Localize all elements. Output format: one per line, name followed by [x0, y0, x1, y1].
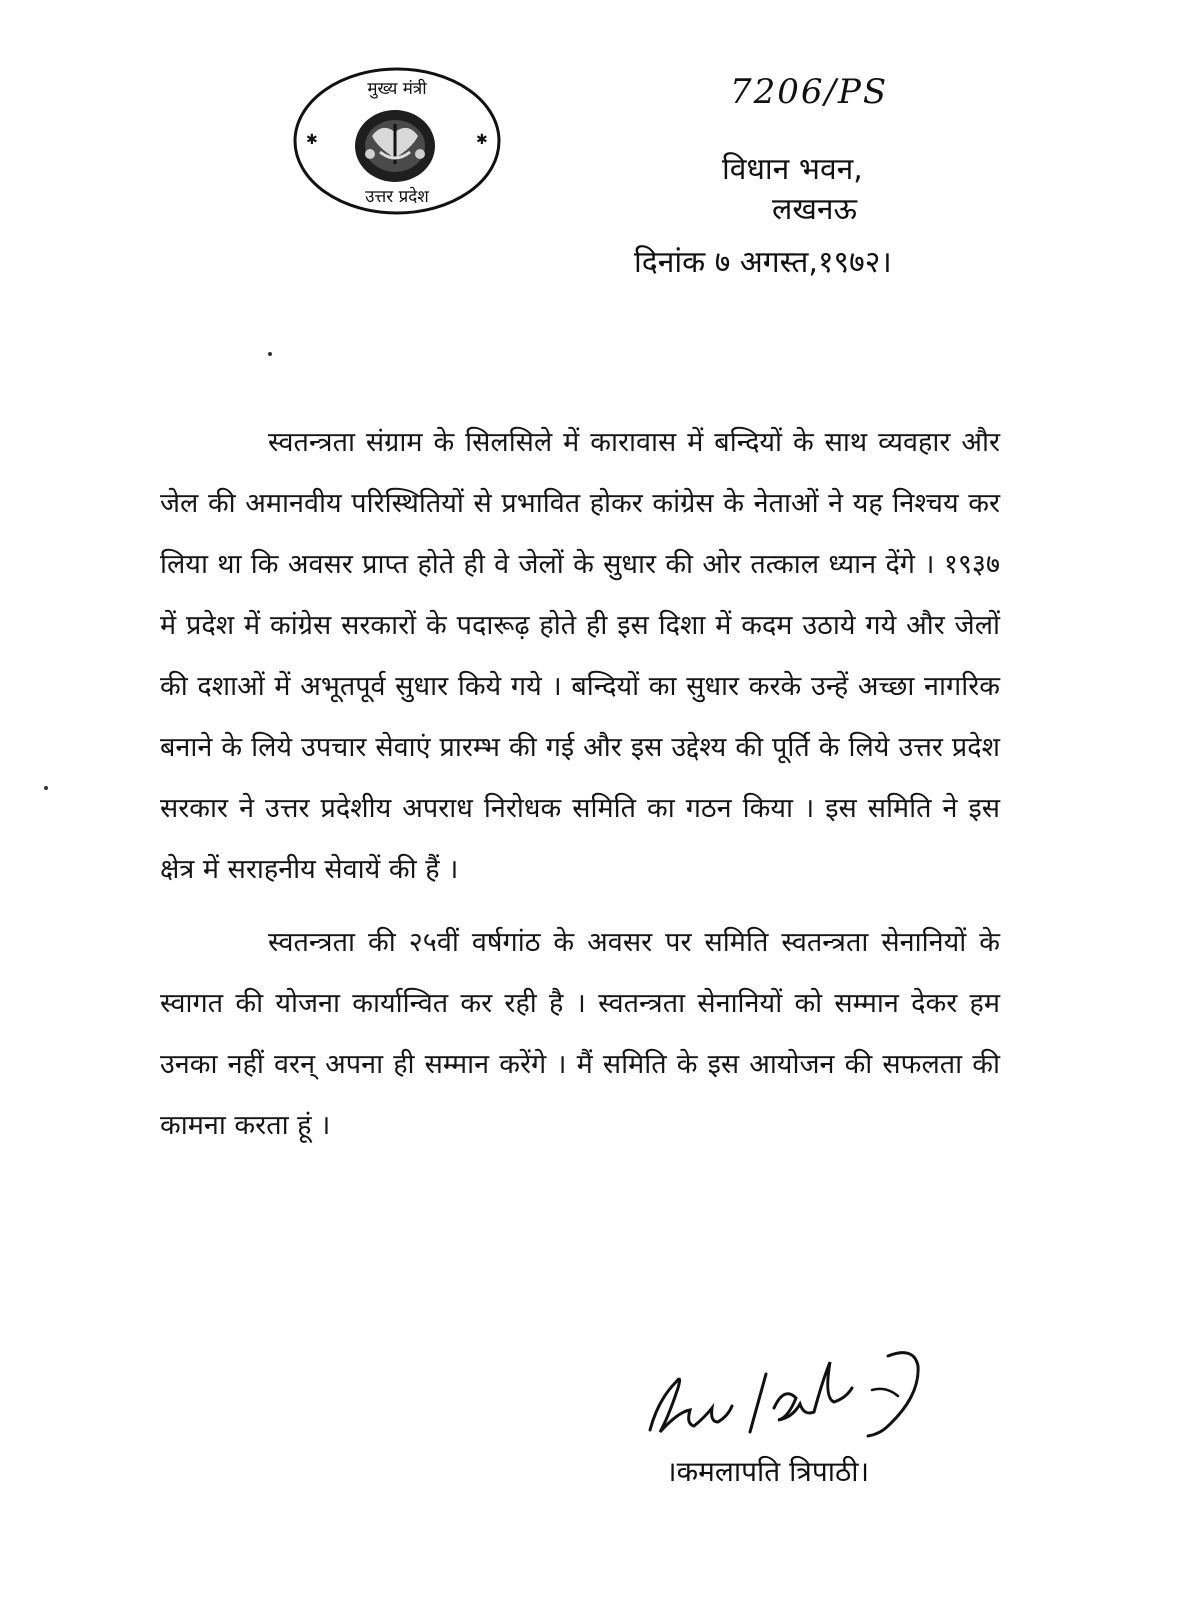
svg-text:✱: ✱ — [476, 132, 488, 148]
seal-top-text: मुख्य मंत्री — [367, 79, 427, 99]
sender-address — [722, 150, 942, 230]
seal-emblem-icon — [292, 66, 502, 216]
letter-date: दिनांक ७ अगस्त,१९७२। — [634, 245, 892, 280]
handwritten-signature — [636, 1338, 956, 1448]
scan-speck — [268, 352, 272, 356]
svg-text:✱: ✱ — [306, 132, 318, 148]
address-line-2: लखनऊ — [772, 192, 858, 227]
body-paragraph-1: स्वतन्त्रता संग्राम के सिलसिले में कारावास में बन्दियों के साथ व्यवहार और जेल की अमानवीय परिस्थितियों से प्रभावित होकर कांग्रेस के नेताओं ने यह निश्चय कर लिया था कि अवसर प्राप्त होते ही वे जेलों के सुधार की ओर तत्काल ध्यान देंगे । १९३७ में प्रदेश में कांग्रेस सरकारों के पदारूढ़ होते ही इस दिशा में कदम उठाये गये और जेलों की दशाओं में अभूतपूर्व सुधार किये गये । बन्दियों का सुधार करके उन्हें अच्छा नागरिक बनाने के लिये उपचार सेवाएं प्रारम्भ की गई और इस उद्देश्य की पूर्ति के लिये उत्तर प्रदेश सरकार ने उत्तर प्रदेशीय अपराध निरोधक समिति का गठन किया । इस समिति ने इस क्षेत्र में सराहनीय सेवायें की हैं । — [160, 427, 1000, 885]
seal-bottom-text: उत्तर प्रदेश — [365, 187, 429, 207]
signature-scribble-icon — [636, 1338, 956, 1448]
address-line-1: विधान भवन, — [722, 152, 863, 187]
reference-number: 7206/PS — [730, 72, 889, 112]
letter-body — [160, 412, 1000, 1156]
signatory-name: ।कमलापति त्रिपाठी। — [666, 1455, 870, 1488]
scan-speck — [44, 786, 48, 790]
official-seal — [292, 66, 502, 216]
body-paragraph-2: स्वतन्त्रता की २५वीं वर्षगांठ के अवसर पर समिति स्वतन्त्रता सेनानियों के स्वागत की योजना कार्यान्वित कर रही है । स्वतन्त्रता सेनानियों को सम्मान देकर हम उनका नहीं वरन् अपना ही सम्मान करेंगे । मैं समिति के इस आयोजन की सफलता की कामना करता हूं । — [160, 927, 1000, 1141]
